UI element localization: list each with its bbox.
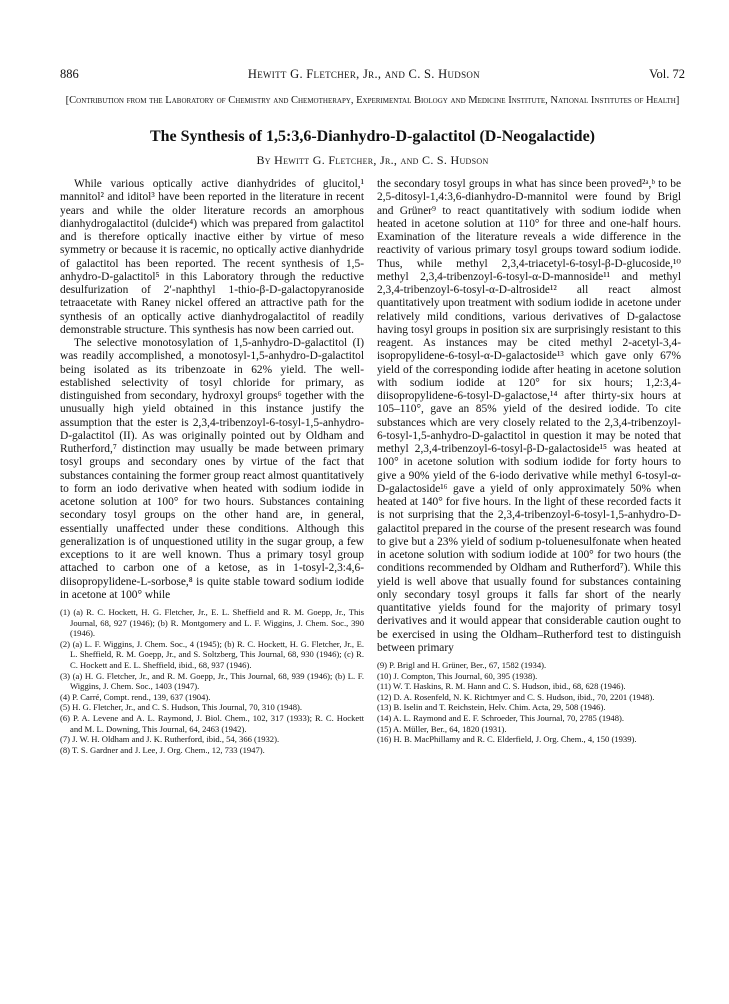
footnote: (3) (a) H. G. Fletcher, Jr., and R. M. Goepp, Jr., This Journal, 68, 939 (1946); (b) L. F. Wiggins, J. Chem. Soc., 1403 (1947). [60,670,364,692]
footnote: (1) (a) R. C. Hockett, H. G. Fletcher, Jr., E. L. Sheffield and R. M. Goepp, Jr., This Journal, 68, 927 (1946); (b) R. Montgomery and L. F. Wiggins, J. Chem. Soc., 390 (1946). [60,607,364,639]
left-column [60,178,364,755]
left-body [60,178,364,602]
footnote: (4) P. Carré, Compt. rend., 139, 637 (1904). [60,691,211,702]
footnote: (9) P. Brigl and H. Grüner, Ber., 67, 1582 (1934). [377,660,547,670]
footnote: (15) A. Müller, Ber., 64, 1820 (1931). [377,723,507,734]
footnote: (7) J. W. H. Oldham and J. K. Rutherford, ibid., 54, 366 (1932). [60,734,280,745]
running-title: Hewitt G. Fletcher, Jr., and C. S. Hudson [247,66,480,81]
footnote: (5) H. G. Fletcher, Jr., and C. S. Hudson, This Journal, 70, 310 (1948). [60,702,303,713]
paragraph: The selective monotosylation of 1,5-anhydro-D-galactitol (I) was readily accomplished, a monotosyl-1,5-anhydro-D-galactitol being isolated as its tribenzoate in 62% yield. The well-established selectivity of tosyl chloride for primary, as distinguished from secondary, hydroxyl groups⁶ together with the unusually high yield obtained in this instance justify the assumption that the ester is 2,3,4-tribenzoyl-6-tosyl-1,5-anhydro-D-galactitol (II). As was originally pointed out by Oldham and Rutherford,⁷ distinction may usually be made between primary tosyl groups and secondary ones by virtue of the fact that substances containing the former group react almost quantitatively to form an iodo derivative when heated with sodium iodide in acetone solution at 100° for two hours. Substances containing secondary tosyl groups on the other hand are, in general, essentially unaffected under these conditions. Although this generalization is of unquestioned utility in the sugar group, a few exceptions to it are well known. Thus a primary tosyl group attached to carbon one of a ketose, as in 1-tosyl-2,3:4,6-diisopropylidene-L-sorbose,⁸ is quite stable toward sodium iodide in acetone at 100° while [60,337,364,601]
volume-label: Vol. 72 [649,66,685,81]
contribution-note: [Contribution from the Laboratory of Chemistry and Chemotherapy, Experimental Biology and Medicine Institute, National Institutes of Health] [65,95,680,106]
footnote: (16) H. B. MacPhillamy and R. C. Elderfield, J. Org. Chem., 4, 150 (1939). [377,734,637,745]
right-body [377,178,681,655]
footnote: (8) T. S. Gardner and J. Lee, J. Org. Chem., 12, 733 (1947). [60,744,265,755]
footnote: (11) W. T. Haskins, R. M. Hann and C. S. Hudson, ibid., 68, 628 (1946). [377,681,626,692]
footnote: (14) A. L. Raymond and E. F. Schroeder, This Journal, 70, 2785 (1948). [377,712,625,723]
article-title: The Synthesis of 1,5:3,6-Dianhydro-D-galactitol (D-Neogalactide) [149,128,595,145]
running-head [60,66,685,82]
footnote: (6) P. A. Levene and A. L. Raymond, J. Biol. Chem., 102, 317 (1933); R. C. Hockett and M. L. Downing, This Journal, 64, 2463 (1942). [60,712,364,734]
right-column [377,178,681,745]
footnote: (12) D. A. Rosenfeld, N. K. Richtmyer and C. S. Hudson, ibid., 70, 2201 (1948). [377,691,655,702]
footnote: (10) J. Compton, This Journal, 60, 395 (1938). [377,670,538,681]
byline: By Hewitt G. Fletcher, Jr., and C. S. Hudson [256,153,489,167]
page-number: 886 [60,66,79,81]
footnote: (2) (a) L. F. Wiggins, J. Chem. Soc., 4 (1945); (b) R. C. Hockett, H. G. Fletcher, Jr., E. L. Sheffield, R. M. Goepp, Jr., and S. Soltzberg, This Journal, 68, 930 (1946); (c) R. C. Hockett and E. L. Sheffield, ibid., 68, 937 (1946). [60,638,364,670]
right-footnotes [377,660,681,745]
paragraph: While various optically active dianhydrides of glucitol,¹ mannitol² and iditol³ have been reported in the literature in recent years and while the older literature records an amorphous dianhydrogalactitol (dulcide⁴) which was prepared from galactitol and is therefore optically inactive either by virtue of meso symmetry or because it is racemic, no optically active dianhydride of galactitol has been reported. The recent synthesis of 1,5-anhydro-D-galactitol⁵ in this Laboratory through the reductive desulfurization of 2′-naphthyl 1-thio-β-D-galactopyranoside tetraacetate with Raney nickel offered an attractive path for the synthesis of an optically active dianhydrogalactitol of readily demonstrable structure. This synthesis has now been carried out. [60,178,364,336]
left-footnotes [60,607,364,755]
paragraph: the secondary tosyl groups in what has since been proved²ᵃ,ᵇ to be 2,5-ditosyl-1,4:3,6-dianhydro-D-mannitol were found by Brigl and Grüner⁹ to react quantitatively with sodium iodide when heated in acetone solution at 110° for three and one-half hours. Examination of the literature reveals a wide difference in the reactivity of various primary tosyl groups toward sodium iodide. Thus, while methyl 2,3,4-triacetyl-6-tosyl-β-D-glucoside,¹⁰ methyl 2,3,4-tribenzoyl-6-tosyl-α-D-mannoside¹¹ and methyl 2,3,4-tribenzoyl-6-tosyl-α-D-altroside¹² all react almost quantitatively upon treatment with sodium iodide in acetone under relatively mild conditions, various derivatives of D-galactose having tosyl groups in position six are surprisingly resistant to this reagent. As instances may be cited methyl 2-acetyl-3,4-isopropylidene-6-tosyl-α-D-galactoside¹³ which gave only 67% yield of the corresponding iodide after heating in acetone solution with sodium iodide at 120° for six hours; 1,2:3,4-diisopropylidene-6-tosyl-D-galactose,¹⁴ after thirty-six hours at 105–110°, gave an 85% yield of the desired iodide. To cite substances which are very closely related to the 2,3,4-tribenzoyl-6-tosyl-1,5-anhydro-D-galactitol in question it may be noted that methyl 2,3,4-tribenzoyl-6-tosyl-β-D-galactoside¹⁵ was heated at 100° in acetone solution with sodium iodide for forty hours to give a 90% yield of the 6-iodo derivative while methyl 6-tosyl-α-D-galactoside¹⁶ gave a yield of only approximately 50% when heated at 140° for five hours. In the light of these recorded facts it is not surprising that the 2,3,4-tribenzoyl-6-tosyl-1,5-anhydro-D-galactitol prepared in the course of the present research was found to give but a 23% yield of sodium p-toluenesulfonate when heated in acetone solution with sodium iodide at 100° for two hours (the conditions recommended by Oldham and Rutherford⁷). While this yield is well above that usually found for substances containing only secondary tosyl groups it falls far short of the nearly quantitative yields found for the majority of primary tosyl derivatives and it would appear that considerable caution ought to be exercised in using the Oldham–Rutherford test to distinguish between primary [377,178,681,654]
footnote: (13) B. Iselin and T. Reichstein, Helv. Chim. Acta, 29, 508 (1946). [377,702,606,713]
